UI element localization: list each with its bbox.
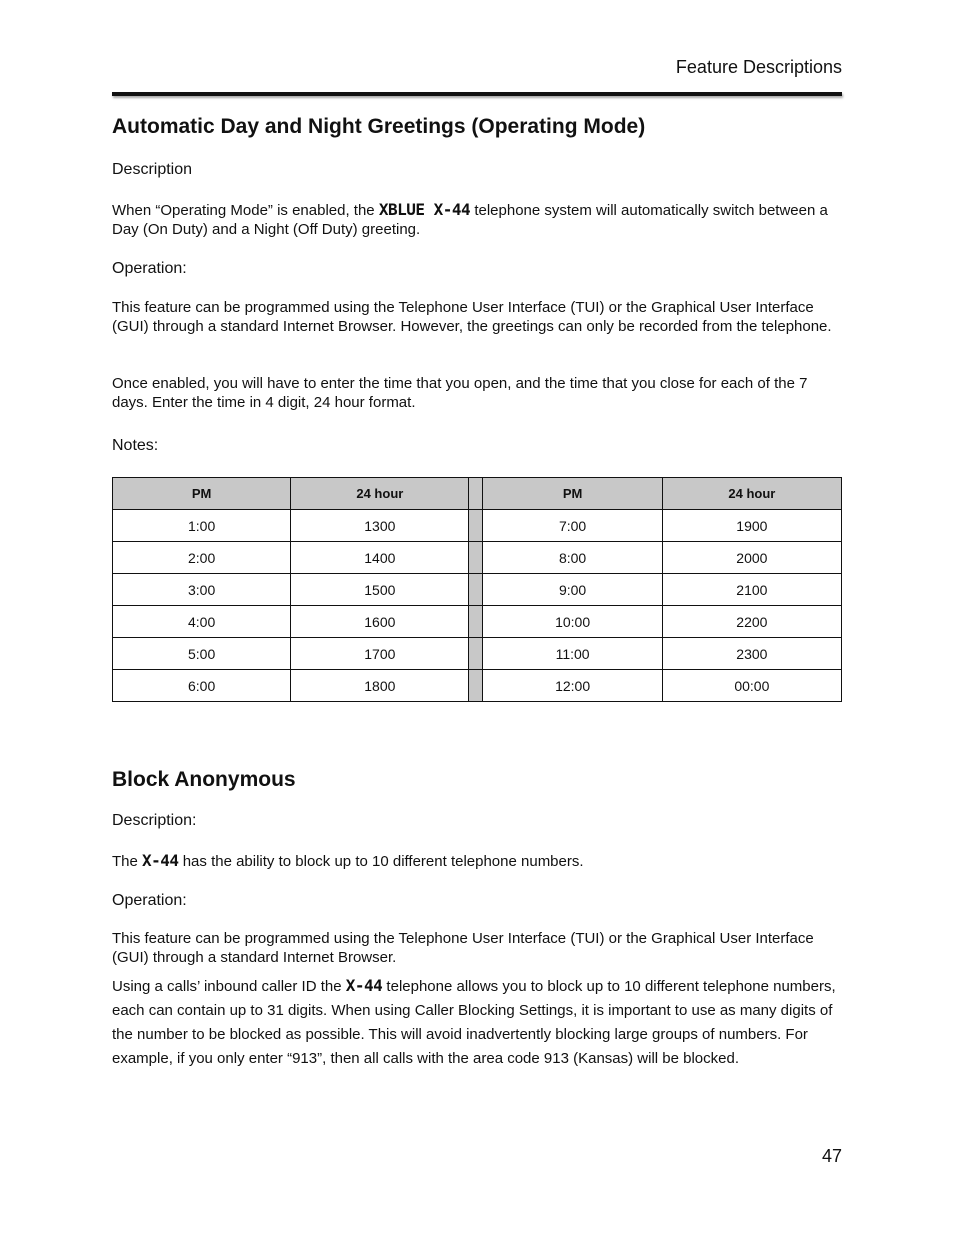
section-heading-block-anonymous: Block Anonymous [112,768,296,791]
table-row [113,542,842,574]
table-cell: 3:00 [113,574,291,606]
section-heading-operating-mode: Automatic Day and Night Greetings (Operating Mode) [112,115,646,138]
table-gap [469,510,483,542]
table-cell: 1800 [291,670,469,702]
operation-paragraph-1: This feature can be programmed using the Telephone User Interface (TUI) or the Graphical User Interface (GUI) through a standard Internet Browser. [112,930,814,966]
brand-name: X-44 [345,976,383,995]
table-row [113,670,842,702]
table-cell: 2000 [662,542,841,574]
table-cell: 1900 [662,510,841,542]
table-cell: 1600 [291,606,469,638]
table-cell: 6:00 [113,670,291,702]
table-row [113,638,842,670]
running-header: Feature Descriptions [675,57,842,77]
operation-paragraph-1: This feature can be programmed using the Telephone User Interface (TUI) or the Graphical User Interface (GUI) through a standard Internet Browser. However, the greetings can only be recorded from the telephone. [112,299,832,335]
table-cell: 2200 [662,606,841,638]
table-cell: 1500 [291,574,469,606]
table-cell: 9:00 [483,574,662,606]
table-cell: 2100 [662,574,841,606]
column-header: PM [113,478,291,510]
header-rule [112,92,842,96]
operation-label: Operation: [112,260,187,277]
table-cell: 5:00 [113,638,291,670]
table-cell: 00:00 [662,670,841,702]
column-header: 24 hour [662,478,841,510]
table-cell: 1:00 [113,510,291,542]
table-cell: 1300 [291,510,469,542]
table-cell: 2300 [662,638,841,670]
table-gap [469,478,483,510]
table-cell: 12:00 [483,670,662,702]
notes-label: Notes: [112,437,159,454]
table-gap [469,574,483,606]
table-cell: 11:00 [483,638,662,670]
column-header: 24 hour [291,478,469,510]
table-cell: 7:00 [483,510,662,542]
table-row [113,510,842,542]
page-number: 47 [821,1146,842,1166]
operation-paragraph-2: Once enabled, you will have to enter the time that you open, and the time that you close for each of the 7 days. Enter the time in 4 digit, 24 hour format. [112,375,808,411]
description-label: Description [112,161,193,178]
table-cell: 4:00 [113,606,291,638]
table-gap [469,670,483,702]
time-conversion-table [112,477,842,702]
table-gap [469,542,483,574]
brand-name: X-44 [142,851,179,870]
table-row [113,606,842,638]
description-label: Description: [112,812,197,829]
description-paragraph: The X-44 has the ability to block up to 10 different telephone numbers. [112,851,584,870]
operation-paragraph-2: Using a calls’ inbound caller ID the X-44 telephone allows you to block up to 10 different telephone numbers, each can contain up to 31 digits. When using Caller Blocking Settings, it is important to use as many digits of the number to be blocked as possible. This will avoid inadvertently blocking large groups of numbers. For example, if you only enter “913”, then all calls with the area code 913 (Kansas) will be blocked. [112,976,836,1067]
table-cell: 8:00 [483,542,662,574]
table-header-row [113,478,842,510]
brand-name: XBLUE X-44 [378,200,471,219]
table-gap [469,606,483,638]
table-gap [469,638,483,670]
table-cell: 1700 [291,638,469,670]
table-cell: 1400 [291,542,469,574]
table-cell: 10:00 [483,606,662,638]
table-row [113,574,842,606]
table-cell: 2:00 [113,542,291,574]
description-paragraph: When “Operating Mode” is enabled, the XBLUE X-44 telephone system will automatically switch between a Day (On Duty) and a Night (Off Duty) greeting. [112,200,828,238]
column-header: PM [483,478,662,510]
operation-label: Operation: [112,892,187,909]
